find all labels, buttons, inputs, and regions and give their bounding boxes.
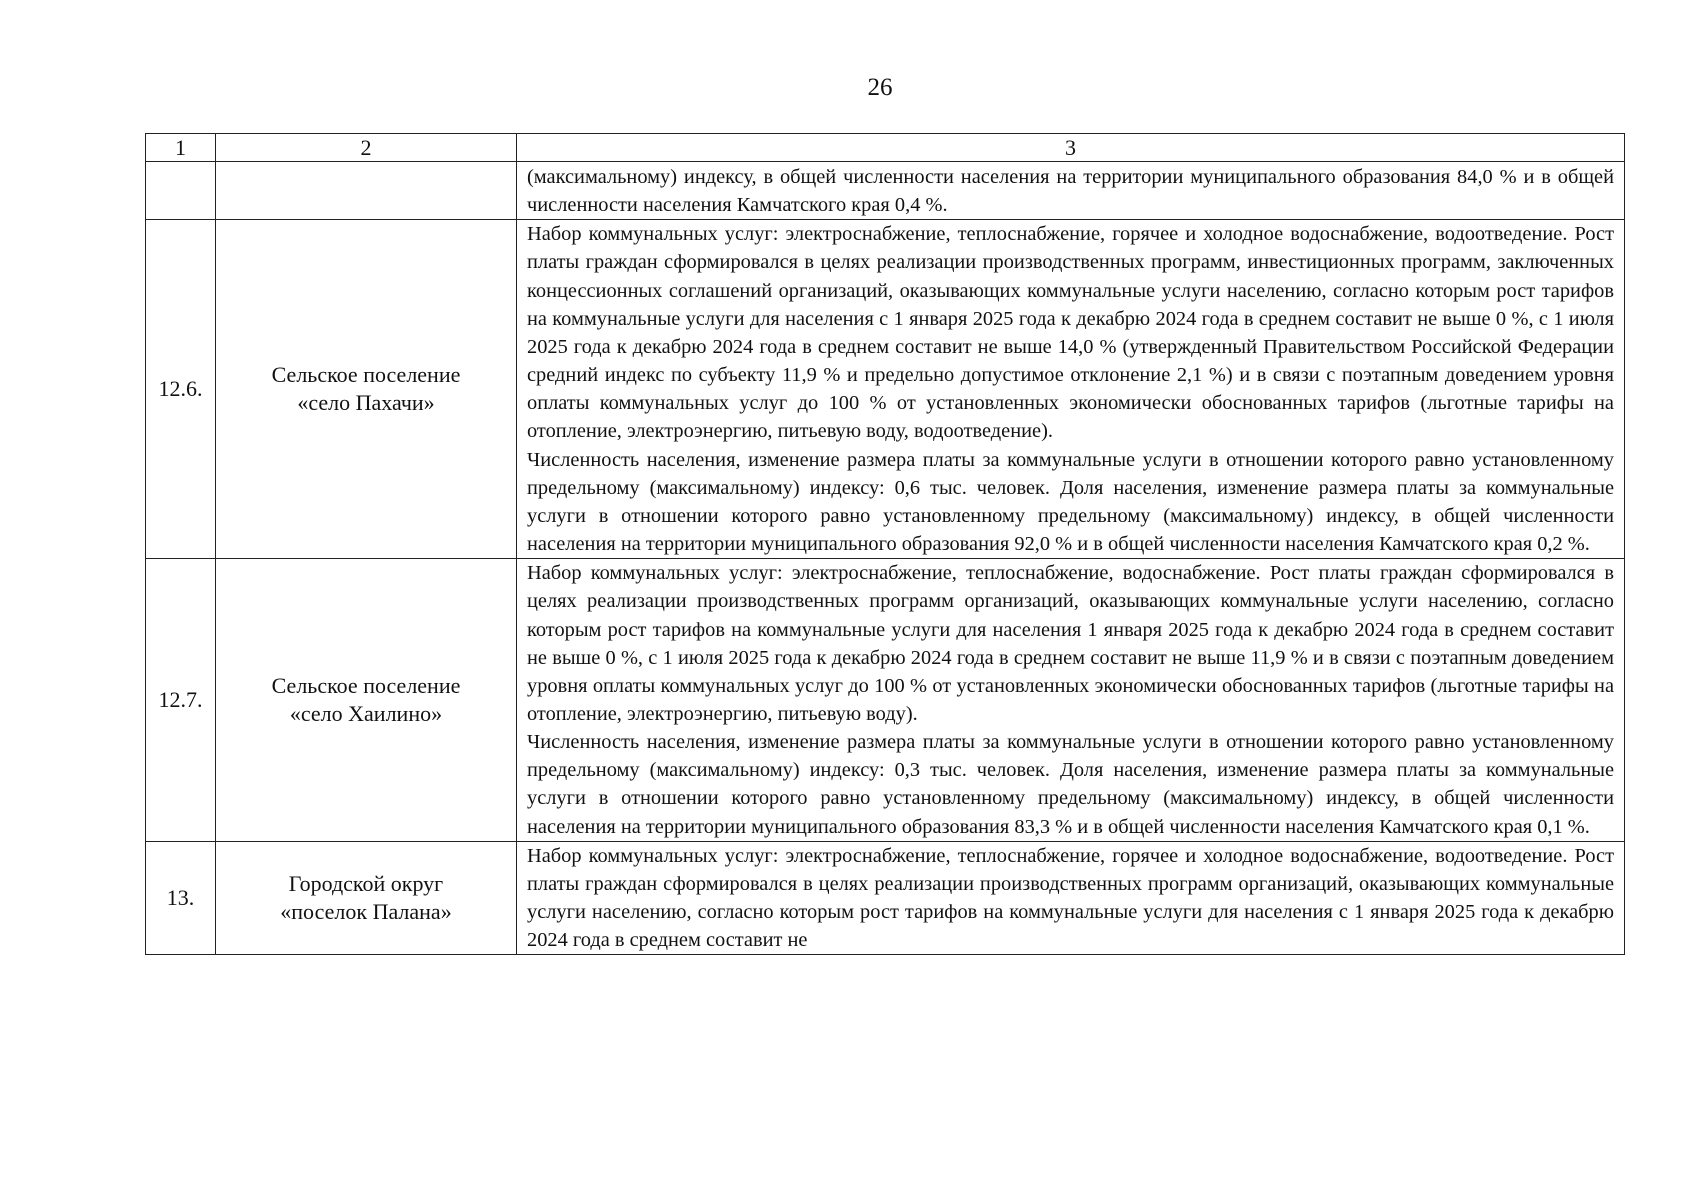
column-header-1: 1 xyxy=(146,134,216,162)
row-number-cell xyxy=(146,162,216,220)
table-header-row xyxy=(146,134,1625,162)
table-row-continuation xyxy=(146,162,1625,220)
municipality-name: «поселок Палана» xyxy=(280,899,452,925)
row-number-cell: 12.6. xyxy=(146,220,216,559)
description-cell xyxy=(517,559,1625,842)
description-paragraph: Численность населения, изменение размера платы за коммунальные услуги в отношении которого равно установленному предельному (максимальному) индексу: 0,6 тыс. человек. Доля населения, изменение размера платы за коммунальные услуги в отношении которого равно установленному предельному (максимальному) индексу, в общей численности населения на территории муниципального образования 92,0 % и в общей численности населения Камчатского края 0,2 %. xyxy=(527,448,1614,556)
description-cell xyxy=(517,841,1625,955)
municipality-type: Сельское поселение xyxy=(271,672,461,698)
municipality-cell xyxy=(216,559,517,842)
row-number-cell: 13. xyxy=(146,841,216,955)
municipality-name: «село Хаилино» xyxy=(289,700,443,726)
description-paragraph: (максимальному) индексу, в общей численности населения на территории муниципального образования 84,0 % и в общей численности населения Камчатского края 0,4 %. xyxy=(527,166,1614,217)
table-row-13 xyxy=(146,841,1625,955)
municipality-name: «село Пахачи» xyxy=(297,390,435,416)
tariff-table xyxy=(145,133,1625,955)
municipality-cell xyxy=(216,841,517,955)
description-cell xyxy=(517,220,1625,559)
municipality-type: Сельское поселение xyxy=(271,362,461,388)
municipality-type: Городской округ xyxy=(288,871,444,897)
description-cell xyxy=(517,162,1625,220)
column-header-3: 3 xyxy=(517,134,1625,162)
page-number: 26 xyxy=(867,74,893,101)
table-row-12-7 xyxy=(146,559,1625,842)
description-paragraph: Набор коммунальных услуг: электроснабжение, теплоснабжение, горячее и холодное водоснабжение, водоотведение. Рост платы граждан сформировался в целях реализации производственных программ, инвестиционных программ, заключенных концессионных соглашений организаций, оказывающих коммунальные услуги населению, согласно которым рост тарифов на коммунальные услуги для населения с 1 января 2025 года к декабрю 2024 года в среднем составит не выше 0 %, с 1 июля 2025 года к декабрю 2024 года в среднем составит не выше 14,0 % (утвержденный Правительством Российской Федерации средний индекс по субъекту 11,9 % и предельно допустимое отклонение 2,1 %) и в связи с поэтапным доведением уровня оплаты коммунальных услуг до 100 % от установленных экономически обоснованных тарифов (льготные тарифы на отопление, электроэнергию, питьевую воду, водоотведение). xyxy=(527,223,1614,443)
description-paragraph: Набор коммунальных услуг: электроснабжение, теплоснабжение, горячее и холодное водоснабжение, водоотведение. Рост платы граждан сформировался в целях реализации производственных программ организаций, оказывающих коммунальные услуги населению, согласно которым рост тарифов на коммунальные услуги для населения с 1 января 2025 года к декабрю 2024 года в среднем составит не xyxy=(527,844,1614,952)
municipality-cell xyxy=(216,162,517,220)
description-paragraph: Набор коммунальных услуг: электроснабжение, теплоснабжение, водоснабжение. Рост платы граждан сформировался в целях реализации производственных программ организаций, оказывающих коммунальные услуги населению, согласно которым рост тарифов на коммунальные услуги для населения 1 января 2025 года к декабрю 2024 года в среднем составит не выше 0 %, с 1 июля 2025 года к декабрю 2024 года в среднем составит не выше 11,9 % и в связи с поэтапным доведением уровня оплаты коммунальных услуг до 100 % от установленных экономически обоснованных тарифов (льготные тарифы на отопление, электроэнергию, питьевую воду). xyxy=(527,562,1614,725)
description-paragraph: Численность населения, изменение размера платы за коммунальные услуги в отношении которого равно установленному предельному (максимальному) индексу: 0,3 тыс. человек. Доля населения, изменение размера платы за коммунальные услуги в отношении которого равно установленному предельному (максимальному) индексу, в общей численности населения на территории муниципального образования 83,3 % и в общей численности населения Камчатского края 0,1 %. xyxy=(527,731,1614,838)
column-header-2: 2 xyxy=(216,134,517,162)
municipality-cell xyxy=(216,220,517,559)
table-row-12-6 xyxy=(146,220,1625,559)
row-number-cell: 12.7. xyxy=(146,559,216,842)
